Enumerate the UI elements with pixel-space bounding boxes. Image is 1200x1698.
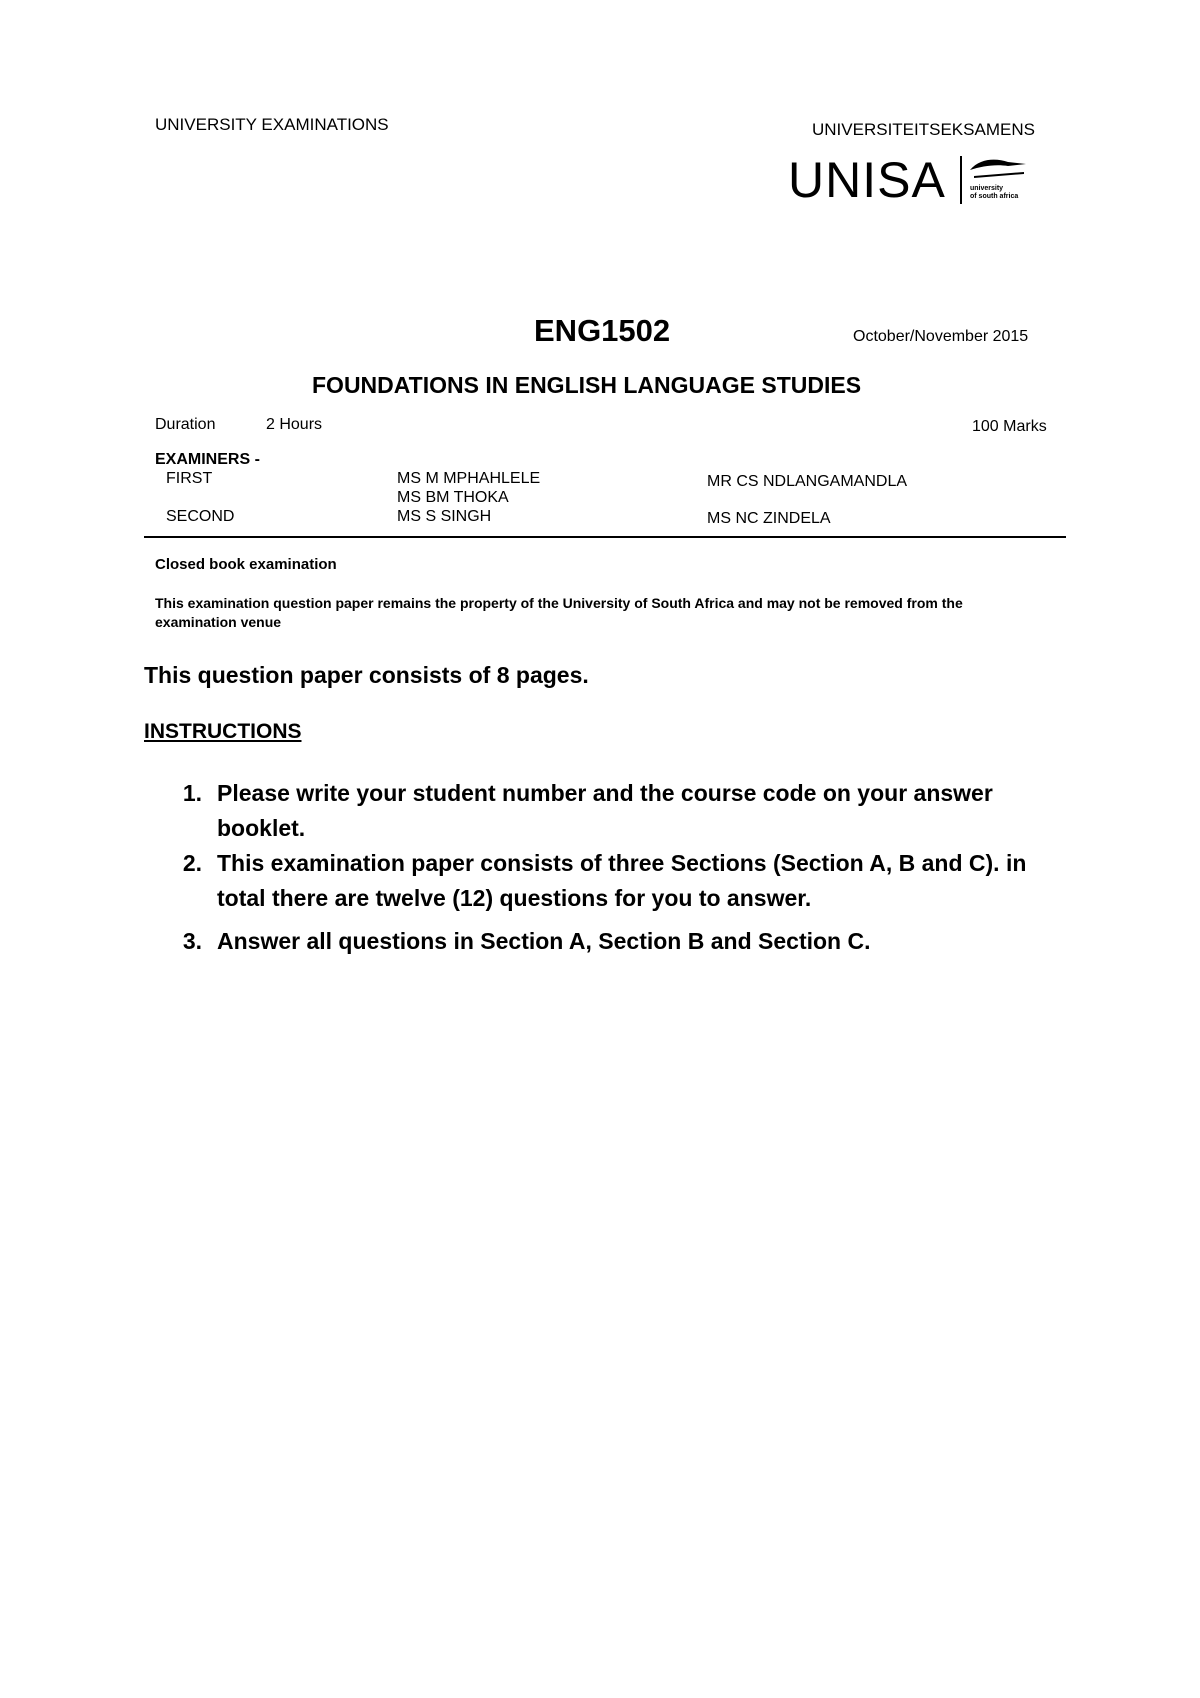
instruction-number: 1. — [182, 780, 202, 806]
total-marks: 100 Marks — [972, 418, 1047, 435]
course-title: FOUNDATIONS IN ENGLISH LANGUAGE STUDIES — [312, 372, 862, 398]
instruction-text: Please write your student number and the course code on your answer booklet. — [217, 780, 993, 841]
examiners-first-label: FIRST — [166, 470, 213, 487]
course-code: ENG1502 — [534, 313, 671, 348]
duration-label: Duration — [155, 416, 216, 433]
instruction-text: This examination paper consists of three Sections (Section A, B and C). in total there are twelve (12) questions for you to answer. — [217, 850, 1027, 911]
instruction-text: Answer all questions in Section A, Section B and Section C. — [217, 928, 871, 954]
duration-value: 2 Hours — [266, 416, 323, 433]
exam-session: October/November 2015 — [853, 328, 1029, 345]
examiners-second-label: SECOND — [166, 508, 235, 525]
page-count-note: This question paper consists of 8 pages. — [144, 662, 589, 688]
logo-tagline-line-1: university — [970, 185, 1004, 192]
examiners-heading: EXAMINERS - — [155, 451, 260, 468]
instruction-item — [172, 776, 1072, 846]
closed-book-note: Closed book examination — [155, 556, 337, 573]
examiner-second-2: MS NC ZINDELA — [707, 510, 831, 527]
examiner-first-1: MS M MPHAHLELE — [397, 470, 541, 487]
examiner-first-3: MR CS NDLANGAMANDLA — [707, 473, 908, 490]
logo-tagline — [970, 185, 1018, 201]
header-left-title: UNIVERSITY EXAMINATIONS — [155, 115, 389, 134]
header-right-title: UNIVERSITEITSEKSAMENS — [812, 120, 1035, 139]
property-note: This examination question paper remains the property of the University of South Africa and may not be removed from the examination venue — [155, 595, 963, 630]
logo-wordmark: UNISA — [788, 152, 946, 208]
instructions-list — [172, 776, 1072, 959]
instruction-item — [172, 924, 1072, 959]
logo-emblem-icon — [968, 156, 1028, 184]
instruction-item — [172, 846, 1072, 916]
header-divider — [144, 536, 1066, 538]
instructions-heading: INSTRUCTIONS — [144, 720, 302, 743]
examiner-second-1: MS S SINGH — [397, 508, 492, 525]
instruction-number: 2. — [182, 850, 202, 876]
examiner-first-2: MS BM THOKA — [397, 489, 509, 506]
logo-divider — [960, 156, 962, 204]
logo-tagline-line-2: of south africa — [970, 193, 1019, 200]
instruction-number: 3. — [182, 928, 202, 954]
unisa-logo — [788, 150, 1048, 210]
